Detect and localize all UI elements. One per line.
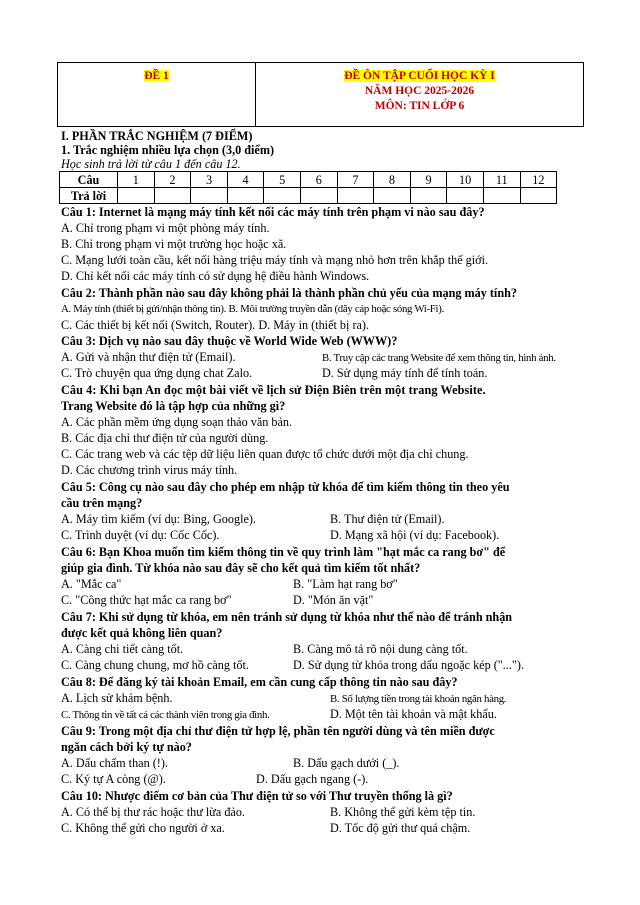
answer-table-header: Trả lời [60, 188, 118, 204]
instruction: Học sinh trả lời từ câu 1 đến câu 12. [61, 157, 241, 171]
answer-number: 8 [374, 172, 411, 188]
answer-cell [483, 188, 520, 204]
option: B. Số lượng tiền trong tài khoản ngân hàng. [330, 693, 507, 705]
option: A. "Mắc ca" [61, 577, 122, 591]
question-stem: giúp gia đình. Từ khóa nào sau đây sẽ cho kết quả tìm kiếm tốt nhất? [61, 561, 421, 575]
option: A. Dấu chấm than (!). [61, 756, 168, 770]
option: C. Thông tin về tất cả các thành viên trong gia đình. [61, 709, 270, 721]
answer-cell [118, 188, 155, 204]
answer-number: 5 [264, 172, 301, 188]
option: D. Chỉ kết nối các máy tính có sử dụng hệ điều hành Windows. [61, 269, 370, 283]
option: B. Không thể gửi kèm tệp tin. [330, 805, 476, 819]
answer-table [59, 171, 557, 204]
question-stem: Câu 5: Công cụ nào sau đây cho phép em nhập từ khóa để tìm kiếm thông tin theo yêu [61, 480, 510, 494]
answer-number: 3 [191, 172, 228, 188]
subject: MÔN: TIN LỚP 6 [374, 100, 465, 112]
option: D. Sử dụng máy tính để tính toán. [322, 366, 488, 380]
option: B. Càng mô tả rõ nội dung càng tốt. [293, 642, 468, 656]
exam-title-cell [256, 63, 583, 126]
question-stem: được kết quả không liên quan? [61, 626, 223, 640]
option: D. Sử dụng từ khóa trong dấu ngoặc kép ("..."). [293, 658, 524, 672]
option: B. Thư điện tử (Email). [330, 512, 445, 526]
question-stem: Trang Website đó là tập hợp của những gì? [61, 399, 286, 413]
question-stem: Câu 1: Internet là mạng máy tính kết nối các máy tính trên phạm vi nào sau đây? [61, 205, 485, 219]
answer-number: 2 [154, 172, 191, 188]
option: D. Một tên tài khoản và mật khẩu. [330, 707, 497, 721]
answer-cell [410, 188, 447, 204]
option: C. Không thể gửi cho người ở xa. [61, 821, 225, 835]
question-stem: ngăn cách bởi ký tự nào? [61, 740, 192, 754]
option: B. Dấu gạch dưới (_). [293, 756, 400, 770]
answer-number: 9 [410, 172, 447, 188]
option: A. Chỉ trong phạm vi một phòng máy tính. [61, 221, 270, 235]
question-stem: Câu 4: Khi bạn An đọc một bài viết về lịch sử Điện Biên trên một trang Website. [61, 383, 486, 397]
option: D. Các chương trình virus máy tính. [61, 463, 238, 477]
option: D. Dấu gạch ngang (-). [256, 772, 369, 786]
option: A. Gửi và nhận thư điện tử (Email). [61, 350, 236, 364]
answer-number: 4 [227, 172, 264, 188]
question-stem: Câu 3: Dịch vụ nào sau đây thuộc về World Wide Web (WWW)? [61, 334, 398, 348]
option: A. Các phần mềm ứng dụng soạn thảo văn bản. [61, 415, 293, 429]
part-heading: 1. Trắc nghiệm nhiều lựa chọn (3,0 điểm) [61, 143, 275, 157]
exam-title: ĐỀ ÔN TẬP CUỐI HỌC KỲ I [344, 70, 495, 82]
question-stem: cầu trên mạng? [61, 496, 143, 510]
option: B. "Làm hạt rang bơ" [293, 577, 398, 591]
answer-table-header: Câu [60, 172, 118, 188]
answer-number: 10 [447, 172, 484, 188]
option: C. Càng chung chung, mơ hồ càng tốt. [61, 658, 249, 672]
question-stem: Câu 9: Trong một địa chỉ thư điện tử hợp lệ, phần tên người dùng và tên miền được [61, 724, 495, 738]
option: A. Có thể bị thư rác hoặc thư lừa đảo. [61, 805, 245, 819]
answer-number: 1 [118, 172, 155, 188]
answer-cell [227, 188, 264, 204]
question-stem: Câu 10: Nhược điểm cơ bản của Thư điện tử so với Thư truyền thống là gì? [61, 789, 453, 803]
question-stem: Câu 2: Thành phần nào sau đây không phải là thành phần chủ yếu của mạng máy tính? [61, 286, 517, 300]
exam-code: ĐỀ 1 [144, 70, 169, 82]
question-stem: Câu 8: Để đăng ký tài khoản Email, em cần cung cấp thông tin nào sau đây? [61, 675, 458, 689]
option: A. Máy tính (thiết bị gửi/nhận thông tin). B. Môi trường truyền dẫn (dây cáp hoặc sóng Wi-Fi). [61, 303, 444, 315]
answer-cell [374, 188, 411, 204]
school-year: NĂM HỌC 2025-2026 [364, 85, 475, 97]
option: B. Chỉ trong phạm vi một trường học hoặc xã. [61, 237, 287, 251]
option: C. Mạng lưới toàn cầu, kết nối hàng triệu máy tính và mạng nhỏ hơn trên khắp thế giới. [61, 253, 489, 267]
option: C. Trò chuyện qua ứng dụng chat Zalo. [61, 366, 253, 380]
exam-header [57, 62, 584, 127]
answer-cell [154, 188, 191, 204]
option: D. Tốc độ gửi thư quá chậm. [330, 821, 471, 835]
answer-number: 7 [337, 172, 374, 188]
answer-cell [520, 188, 557, 204]
answer-cell [300, 188, 337, 204]
answer-number: 6 [300, 172, 337, 188]
option: B. Các địa chỉ thư điện tử của người dùng. [61, 431, 269, 445]
question-stem: Câu 7: Khi sử dụng từ khóa, em nên tránh sử dụng từ khóa như thế nào để tránh nhận [61, 610, 513, 624]
answer-table-row [60, 172, 557, 188]
option: C. Các trang web và các tệp dữ liệu liên quan được tổ chức dưới một địa chỉ chung. [61, 447, 469, 461]
answer-cell [264, 188, 301, 204]
option: A. Càng chi tiết càng tốt. [61, 642, 184, 656]
option: C. "Công thức hạt mắc ca rang bơ" [61, 593, 232, 607]
exam-code-cell [58, 63, 256, 126]
option: D. "Món ăn vặt" [293, 593, 374, 607]
option: A. Lịch sử khám bệnh. [61, 691, 173, 705]
answer-table-row [60, 188, 557, 204]
option: C. Trình duyệt (ví dụ: Cốc Cốc). [61, 528, 220, 542]
option: A. Máy tìm kiếm (ví dụ: Bing, Google). [61, 512, 256, 526]
option: C. Ký tự A còng (@). [61, 772, 166, 786]
question-stem: Câu 6: Bạn Khoa muốn tìm kiếm thông tin về quy trình làm "hạt mắc ca rang bơ" để [61, 545, 506, 559]
option: C. Các thiết bị kết nối (Switch, Router). D. Máy in (thiết bị ra). [61, 318, 370, 332]
option: B. Truy cập các trang Website để xem thông tin, hình ảnh. [322, 352, 556, 364]
section-heading: I. PHẦN TRẮC NGHIỆM (7 ĐIỂM) [61, 129, 253, 143]
answer-number: 12 [520, 172, 557, 188]
answer-cell [337, 188, 374, 204]
answer-number: 11 [483, 172, 520, 188]
answer-cell [447, 188, 484, 204]
option: D. Mạng xã hội (ví dụ: Facebook). [330, 528, 500, 542]
answer-cell [191, 188, 228, 204]
